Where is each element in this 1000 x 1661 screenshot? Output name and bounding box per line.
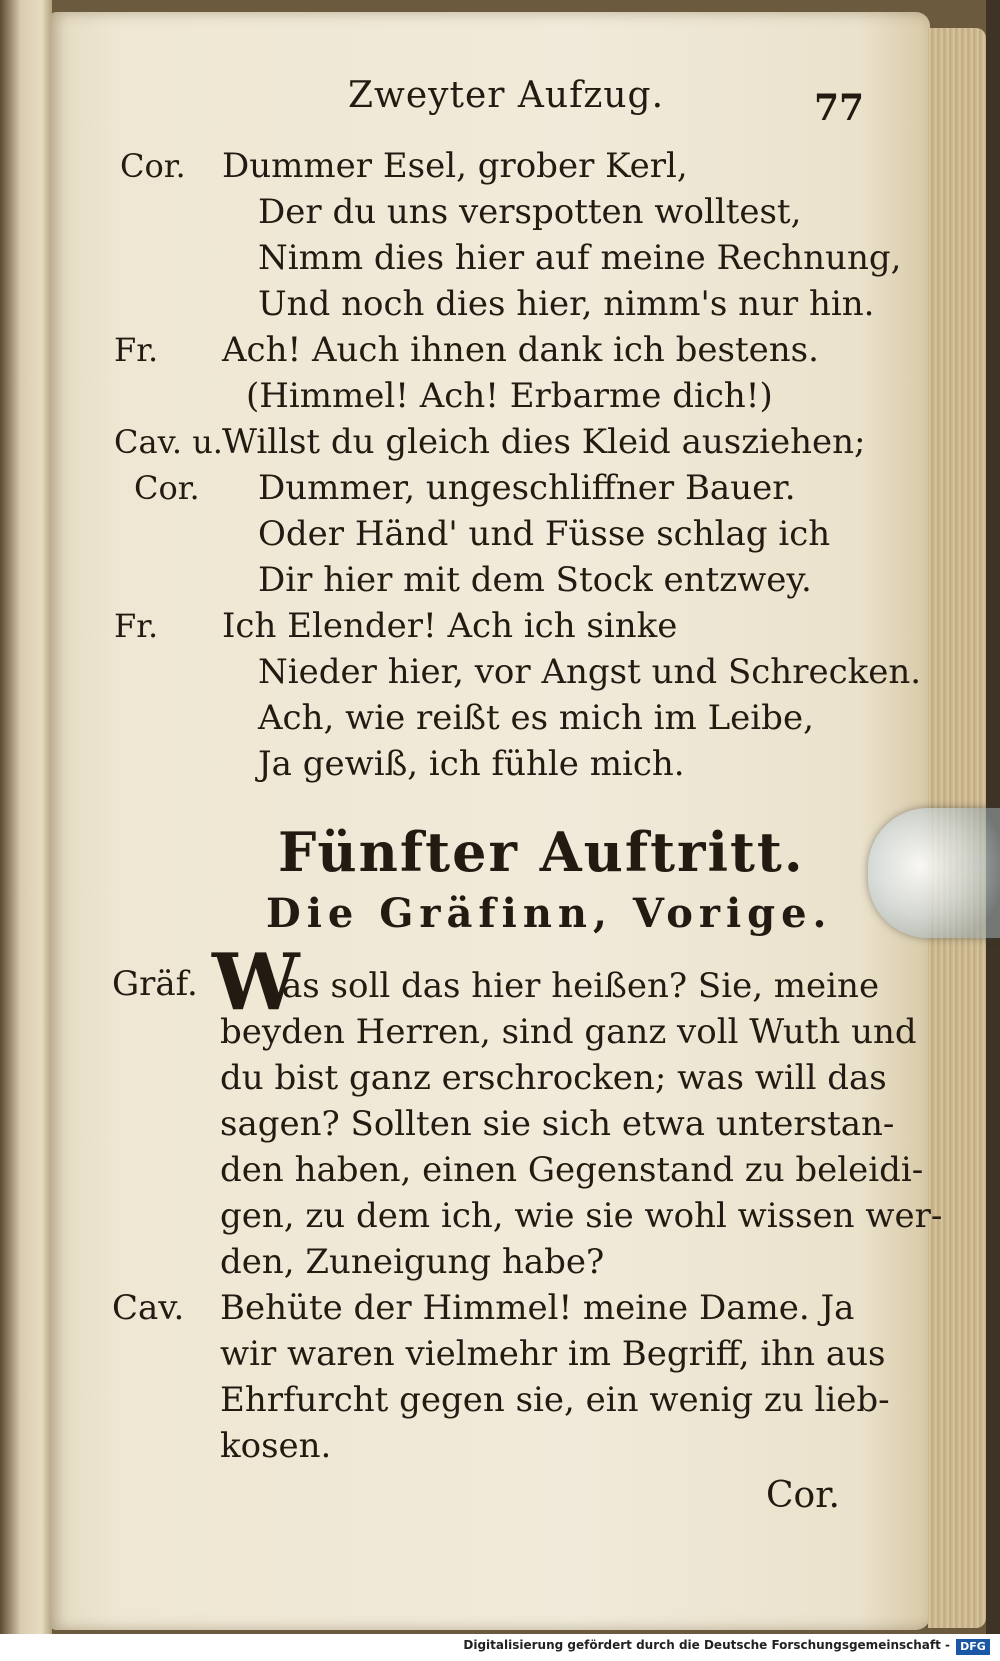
prose-line: beyden Herren, sind ganz voll Wuth und — [220, 1012, 917, 1052]
prose-line: den, Zuneigung habe? — [220, 1242, 605, 1282]
footer-bar — [0, 1634, 1000, 1661]
verse-line: (Himmel! Ach! Erbarme dich!) — [246, 376, 773, 416]
verse-line: Dummer, ungeschliffner Bauer. — [258, 468, 796, 508]
prose-line: Ehrfurcht gegen sie, ein wenig zu lieb- — [220, 1380, 890, 1420]
catchword: Cor. — [766, 1475, 840, 1516]
funding-credit: Digitalisierung gefördert durch die Deutsche Forschungsgemeinschaft - — [463, 1638, 950, 1652]
prose-line: du bist ganz erschrocken; was will das — [220, 1058, 887, 1098]
speaker-label: Cav. — [112, 1288, 185, 1328]
verse-line: Nimm dies hier auf meine Rechnung, — [258, 238, 902, 278]
prose-line: kosen. — [220, 1426, 332, 1466]
verse-line: Ach! Auch ihnen dank ich bestens. — [222, 330, 819, 370]
verse-line: Und noch dies hier, nimm's nur hin. — [258, 284, 875, 324]
verse-line: Oder Händ' und Füsse schlag ich — [258, 514, 831, 554]
page-number: 77 — [814, 87, 865, 129]
speaker-label: Fr. — [114, 331, 159, 369]
running-title: Zweyter Aufzug. — [348, 75, 665, 116]
prose-line: sagen? Sollten sie sich etwa unterstan- — [220, 1104, 895, 1144]
verse-line: Ach, wie reißt es mich im Leibe, — [258, 698, 814, 738]
speaker-label: Cav. u. — [114, 423, 223, 461]
verse-line: Ja gewiß, ich fühle mich. — [258, 744, 685, 784]
scene-title: Fünfter Auftritt. — [278, 820, 805, 884]
prose-line: wir waren vielmehr im Begriff, ihn aus — [220, 1334, 886, 1374]
scene-subtitle: Die Gräfinn, Vorige. — [266, 890, 833, 937]
prose-line: gen, zu dem ich, wie sie wohl wissen wer- — [220, 1196, 943, 1236]
speaker-label: Cor. — [120, 147, 186, 185]
verse-line: Dummer Esel, grober Kerl, — [222, 146, 688, 186]
speaker-label: Fr. — [114, 607, 159, 645]
speaker-label: Gräf. — [112, 964, 198, 1004]
speaker-label: Cor. — [134, 469, 200, 507]
prose-line: den haben, einen Gegenstand zu beleidi- — [220, 1150, 924, 1190]
dfg-logo: DFG — [956, 1639, 990, 1655]
verse-line: Der du uns verspotten wolltest, — [258, 192, 802, 232]
page-holder-clip — [868, 808, 1000, 938]
verse-line: Ich Elender! Ach ich sinke — [222, 606, 678, 646]
verse-line: Nieder hier, vor Angst und Schrecken. — [258, 652, 922, 692]
prose-line: Behüte der Himmel! meine Dame. Ja — [220, 1288, 855, 1328]
verse-line: Willst du gleich dies Kleid ausziehen; — [222, 422, 866, 462]
drop-capital: W — [212, 937, 300, 1028]
prose-line: as soll das hier heißen? Sie, meine — [282, 966, 880, 1006]
verse-line: Dir hier mit dem Stock entzwey. — [258, 560, 812, 600]
